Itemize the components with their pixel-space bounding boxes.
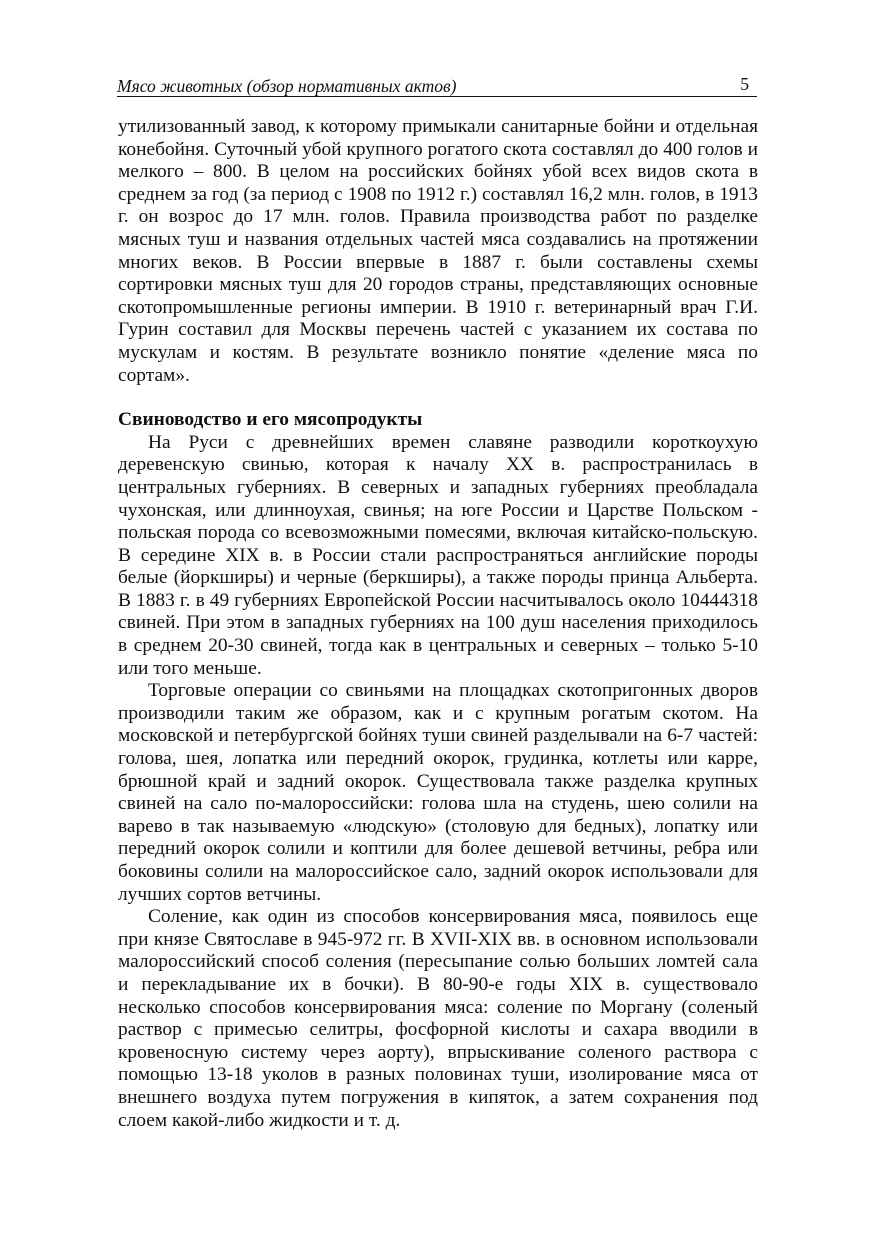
body-paragraph: Соление, как один из способов консервирования мяса, появилось еще при князе Святославе в 945-972 гг. В XVII-XIX вв. в основном использовали малороссийский способ соления (пересыпание солью больших ломтей сала и перекладывание их в бочки). В 80-90-е годы XIX в. существовало несколько способов консервирования мяса: соление по Моргану (соленый раствор с примесью селитры, фосфорной кислоты и сахара вводили в кровеносную систему через аорту), впрыскивание соленого раствора с помощью 13-18 уколов в разных половинах туши, изолирование мяса от внешнего воздуха путем погружения в кипяток, а затем сохранения под слоем какой-либо жидкости и т. д. — [118, 906, 758, 1131]
running-header — [117, 74, 757, 97]
body-paragraph: На Руси с древнейших времен славяне разводили короткоухую деревенскую свинью, которая к началу XX в. распространилась в центральных губерниях. В северных и западных губерниях преобладала чухонская, или длинноухая, свинья; на юге России и Царстве Польском - польская порода со всевозможными помесями, включая китайско-польскую. В середине XIX в. в России стали распространяться английские породы белые (йоркширы) и черные (беркширы), а также породы принца Альберта. В 1883 г. в 49 губерниях Европейской России насчитывалось около 10444318 свиней. При этом в западных губерниях на 100 душ населения приходилось в среднем 20-30 свиней, тогда как в центральных и северных – только 5-10 или того меньше. — [118, 431, 758, 679]
page-body — [118, 116, 758, 1132]
running-header-title: Мясо животных (обзор нормативных актов) — [117, 76, 457, 96]
page-number: 5 — [740, 74, 749, 94]
section-heading: Свиноводство и его мясопродукты — [118, 409, 423, 431]
body-paragraph: Торговые операции со свиньями на площадках скотопригонных дворов производили таким же образом, как и с крупным рогатым скотом. На московской и петербургской бойнях туши свиней разделывали на 6-7 частей: голова, шея, лопатка или передний окорок, грудинка, котлеты или карре, брюшной край и задний окорок. Существовала также разделка крупных свиней на сало по-малороссийски: голова шла на студень, шею солили на варево в так называемую «людскую» (столовую для бедных), лопатку или передний окорок солили и коптили для более дешевой ветчины, ребра или боковины солили на малороссийское сало, задний окорок использовали для лучших сортов ветчины. — [118, 680, 758, 905]
intro-paragraph: утилизованный завод, к которому примыкали санитарные бойни и отдельная конебойня. Суточный убой крупного рогатого скота составлял до 400 голов и мелкого – 800. В целом на российских бойнях убой всех видов скота в среднем за год (за период с 1908 по 1912 г.) составлял 16,2 млн. голов, в 1913 г. он возрос до 17 млн. голов. Правила производства работ по разделке мясных туш и названия отдельных частей мяса создавались на протяжении многих веков. В России впервые в 1887 г. были составлены схемы сортировки мясных туш для 20 городов страны, представляющих основные скотопромышленные регионы империи. В 1910 г. ветеринарный врач Г.И. Гурин составил для Москвы перечень частей с указанием их состава по мускулам и костям. В результате возникло понятие «деление мяса по сортам». — [118, 116, 758, 386]
